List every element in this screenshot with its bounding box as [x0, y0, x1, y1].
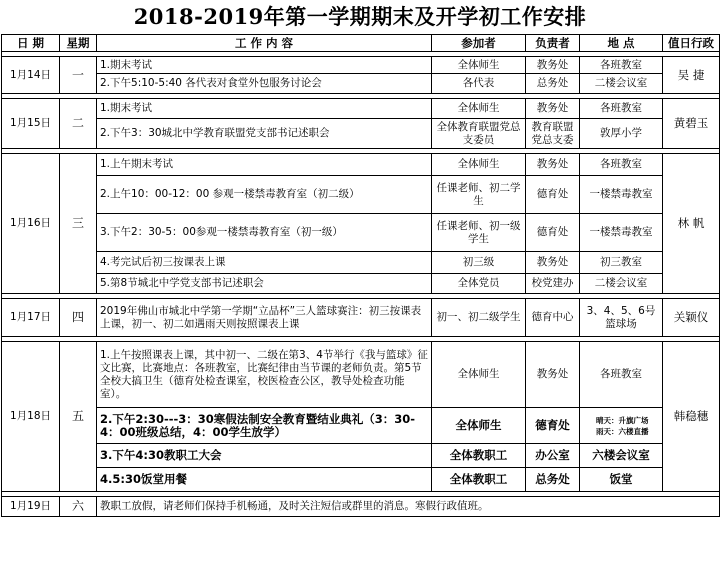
participants-cell: 全体教职工 [432, 468, 526, 492]
content-cell: 4.5:30饭堂用餐 [97, 468, 432, 492]
place-cell: 初三教室 [580, 252, 663, 274]
content-cell: 2.下午5:10-5:40 各代表对食堂外包服务讨论会 [97, 74, 432, 94]
responsible-cell: 教务处 [526, 342, 580, 408]
participants-cell: 全体教育联盟党总支委员 [432, 119, 526, 149]
weekday-cell: 一 [60, 57, 97, 94]
participants-cell: 全体师生 [432, 408, 526, 444]
duty-cell: 黄碧玉 [663, 99, 720, 149]
participants-cell: 全体教职工 [432, 444, 526, 468]
duty-cell: 林 帆 [663, 154, 720, 294]
content-cell: 1.上午按照课表上课，其中初一、二级在第3、4节举行《我与篮球》征文比赛，比赛地点：各班教室，比赛纪律由当节课的老师负责。第5节全校大搞卫生（德育处检查课室，校医检查公区，教导处检查功能室）。 [97, 342, 432, 408]
content-cell: 3.下午4:30教职工大会 [97, 444, 432, 468]
place-cell: 二楼会议室 [580, 74, 663, 94]
table-row [2, 299, 720, 337]
content-cell: 2.下午2:30---3：30寒假法制安全教育暨结业典礼（3：30-4：00班级总结，4：00学生放学） [97, 408, 432, 444]
table-row [2, 74, 720, 94]
table-row [2, 497, 720, 517]
table-row [2, 119, 720, 149]
table-row [2, 468, 720, 492]
place-cell [580, 408, 663, 444]
date-cell: 1月18日 [2, 342, 60, 492]
content-cell: 2.下午3：30城北中学教育联盟党支部书记述职会 [97, 119, 432, 149]
date-cell: 1月19日 [2, 497, 60, 517]
table-row [2, 408, 720, 444]
date-cell: 1月14日 [2, 57, 60, 94]
responsible-cell: 德育处 [526, 176, 580, 214]
content-cell: 4.考完试后初三按课表上课 [97, 252, 432, 274]
responsible-cell: 德育处 [526, 408, 580, 444]
header-content: 工 作 内 容 [97, 35, 432, 52]
weekday-cell: 四 [60, 299, 97, 337]
header-weekday: 星期 [60, 35, 97, 52]
responsible-cell: 教务处 [526, 57, 580, 74]
place-cell: 敦厚小学 [580, 119, 663, 149]
header-responsible: 负责者 [526, 35, 580, 52]
participants-cell: 全体师生 [432, 154, 526, 176]
content-cell: 1.期末考试 [97, 99, 432, 119]
content-cell: 1.上午期末考试 [97, 154, 432, 176]
participants-cell: 全体师生 [432, 342, 526, 408]
duty-cell: 关颖仪 [663, 299, 720, 337]
table-row [2, 99, 720, 119]
date-cell: 1月16日 [2, 154, 60, 294]
date-cell: 1月17日 [2, 299, 60, 337]
header-duty: 值日行政 [663, 35, 720, 52]
table-row [2, 176, 720, 214]
place-line-rainy: 雨天：六楼直播 [596, 426, 649, 436]
responsible-cell: 德育处 [526, 214, 580, 252]
weekday-cell: 六 [60, 497, 97, 517]
responsible-cell: 教务处 [526, 252, 580, 274]
table-row [2, 252, 720, 274]
content-cell: 1.期末考试 [97, 57, 432, 74]
content-cell: 2019年佛山市城北中学第一学期“立品杯”三人篮球赛注：初三按课表上课，初一、初二如遇雨天则按照课表上课 [97, 299, 432, 337]
place-cell: 各班教室 [580, 57, 663, 74]
content-cell: 5.第8节城北中学党支部书记述职会 [97, 274, 432, 294]
responsible-cell: 教务处 [526, 99, 580, 119]
table-row [2, 214, 720, 252]
duty-cell: 吴 捷 [663, 57, 720, 94]
table-row [2, 274, 720, 294]
schedule-table [1, 34, 720, 517]
place-cell: 各班教室 [580, 154, 663, 176]
responsible-cell: 德育中心 [526, 299, 580, 337]
header-date: 日 期 [2, 35, 60, 52]
responsible-cell: 教务处 [526, 154, 580, 176]
place-cell: 3、4、5、6号篮球场 [580, 299, 663, 337]
participants-cell: 全体党员 [432, 274, 526, 294]
weekday-cell: 三 [60, 154, 97, 294]
participants-cell: 任课老师、初二学生 [432, 176, 526, 214]
place-cell: 各班教室 [580, 342, 663, 408]
weekday-cell: 五 [60, 342, 97, 492]
place-cell: 各班教室 [580, 99, 663, 119]
place-cell: 六楼会议室 [580, 444, 663, 468]
place-cell: 一楼禁毒教室 [580, 176, 663, 214]
responsible-cell: 教育联盟党总支委 [526, 119, 580, 149]
content-cell: 3.下午2：30-5：00参观一楼禁毒教育室（初一级） [97, 214, 432, 252]
header-participants: 参加者 [432, 35, 526, 52]
participants-cell: 各代表 [432, 74, 526, 94]
note-cell: 教职工放假，请老师们保持手机畅通，及时关注短信或群里的消息。寒假行政值班。 [97, 497, 720, 517]
table-row [2, 57, 720, 74]
date-cell: 1月15日 [2, 99, 60, 149]
table-row [2, 154, 720, 176]
content-cell: 2.上午10：00-12：00 参观一楼禁毒教育室（初二级） [97, 176, 432, 214]
place-cell: 一楼禁毒教室 [580, 214, 663, 252]
responsible-cell: 校党建办 [526, 274, 580, 294]
place-cell: 饭堂 [580, 468, 663, 492]
participants-cell: 全体师生 [432, 99, 526, 119]
responsible-cell: 总务处 [526, 74, 580, 94]
participants-cell: 初一、初二级学生 [432, 299, 526, 337]
responsible-cell: 办公室 [526, 444, 580, 468]
responsible-cell: 总务处 [526, 468, 580, 492]
duty-cell: 韩稳穗 [663, 342, 720, 492]
table-row [2, 444, 720, 468]
header-place: 地 点 [580, 35, 663, 52]
place-line-sunny: 晴天：升旗广场 [596, 415, 649, 425]
table-header-row [2, 35, 720, 52]
document-title: 2018-2019年第一学期期末及开学初工作安排 [133, 4, 587, 29]
table-row [2, 342, 720, 408]
place-cell: 二楼会议室 [580, 274, 663, 294]
participants-cell: 全体师生 [432, 57, 526, 74]
weekday-cell: 二 [60, 99, 97, 149]
participants-cell: 初三级 [432, 252, 526, 274]
participants-cell: 任课老师、初一级学生 [432, 214, 526, 252]
